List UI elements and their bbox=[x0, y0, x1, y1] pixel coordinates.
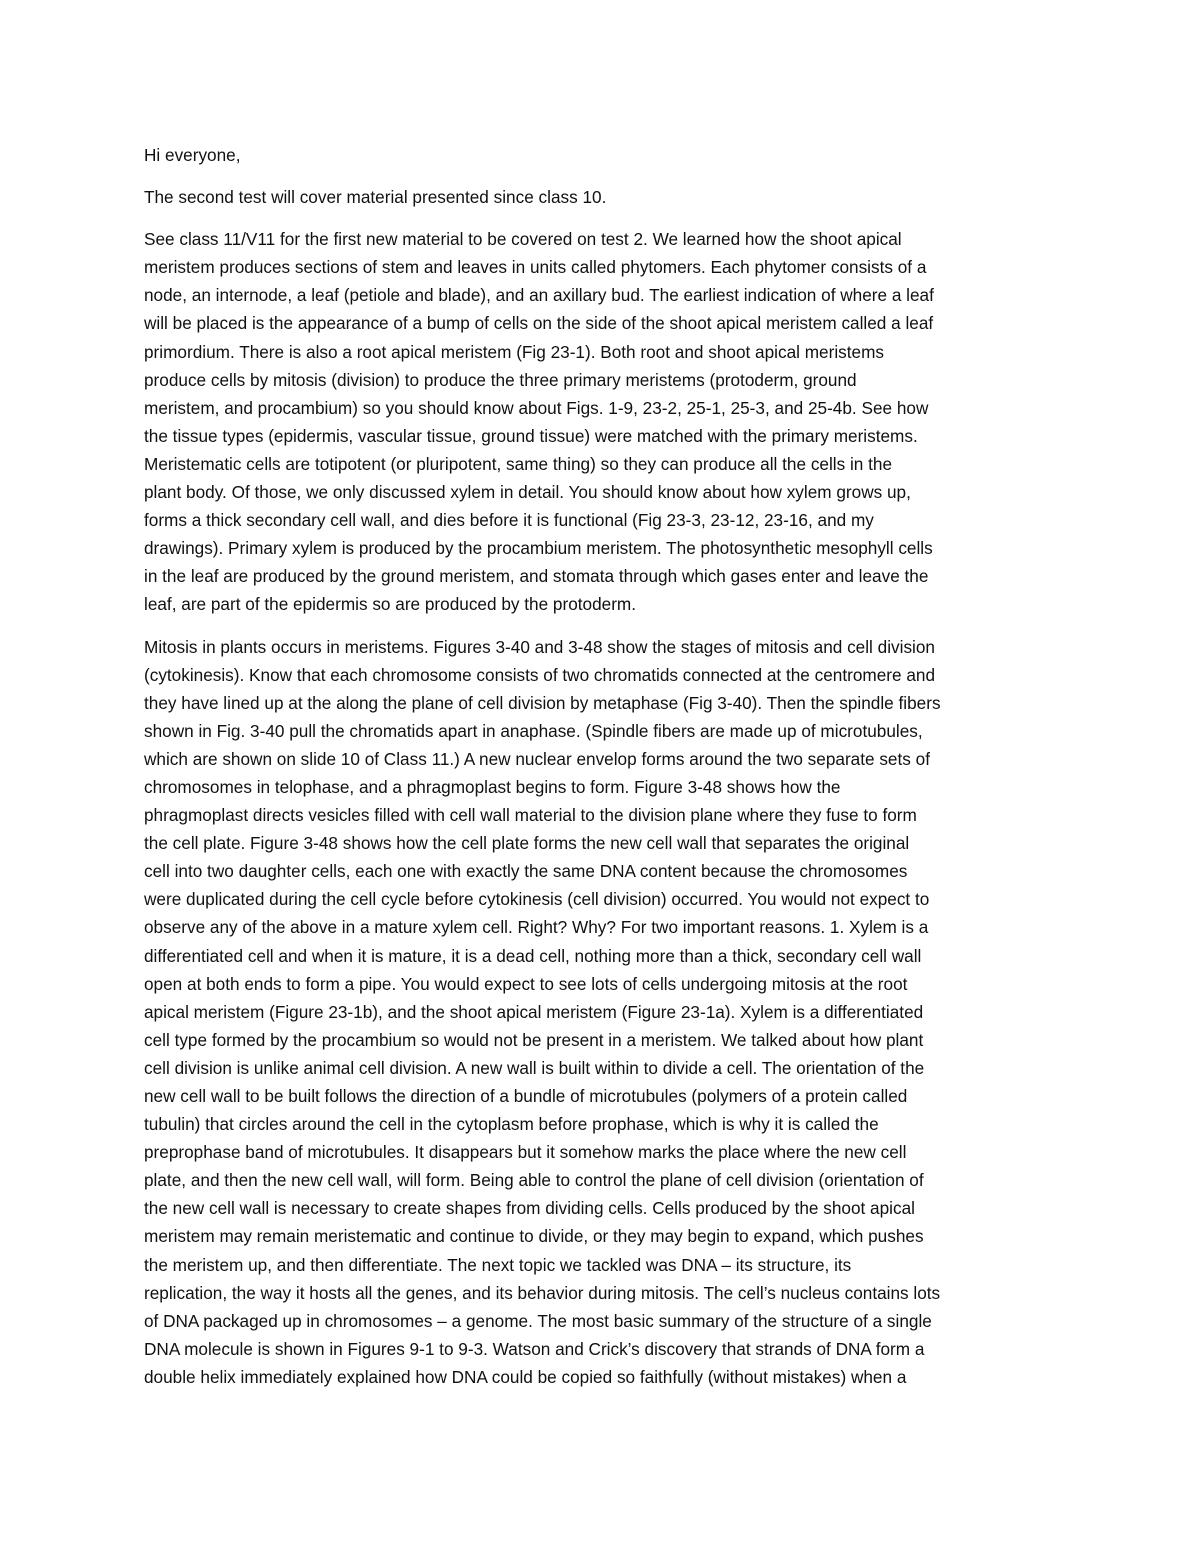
text-line: replication, the way it hosts all the genes, and its behavior during mitosis. The cell’s nucleus contains lots bbox=[144, 1282, 941, 1303]
text-line: drawings). Primary xylem is produced by the procambium meristem. The photosynthetic mesophyll cells bbox=[144, 538, 933, 559]
text-line: Mitosis in plants occurs in meristems. Figures 3-40 and 3-48 show the stages of mitosis and cell division bbox=[144, 636, 935, 657]
text-line: double helix immediately explained how DNA could be copied so faithfully (without mistakes) when a bbox=[144, 1366, 907, 1387]
text-line: the cell plate. Figure 3-48 shows how the cell plate forms the new cell wall that separates the original bbox=[144, 833, 910, 854]
text-line: Meristematic cells are totipotent (or pluripotent, same thing) so they can produce all the cells in the bbox=[144, 453, 893, 474]
text-line: primordium. There is also a root apical meristem (Fig 23-1). Both root and shoot apical meristems bbox=[144, 341, 884, 362]
text-line: the meristem up, and then differentiate. The next topic we tackled was DNA – its structure, its bbox=[144, 1254, 852, 1275]
text-line: The second test will cover material presented since class 10. bbox=[144, 187, 607, 208]
text-line: differentiated cell and when it is mature, it is a dead cell, nothing more than a thick, secondary cell wall bbox=[144, 945, 922, 966]
text-line: forms a thick secondary cell wall, and dies before it is functional (Fig 23-3, 23-12, 23-16, and my bbox=[144, 510, 874, 531]
text-line: the new cell wall is necessary to create shapes from dividing cells. Cells produced by the shoot apical bbox=[144, 1198, 915, 1219]
text-line: will be placed is the appearance of a bump of cells on the side of the shoot apical meristem called a leaf bbox=[144, 313, 934, 334]
text-line: observe any of the above in a mature xylem cell. Right? Why? For two important reasons. 1. Xylem is a bbox=[144, 917, 929, 938]
text-line: node, an internode, a leaf (petiole and blade), and an axillary bud. The earliest indication of where a leaf bbox=[144, 285, 934, 306]
text-line: produce cells by mitosis (division) to produce the three primary meristems (protoderm, ground bbox=[144, 369, 857, 390]
paragraph bbox=[144, 183, 1064, 211]
text-line: meristem produces sections of stem and leaves in units called phytomers. Each phytomer consists of a bbox=[144, 257, 927, 278]
text-line: in the leaf are produced by the ground meristem, and stomata through which gases enter and leave the bbox=[144, 566, 929, 587]
text-line: the tissue types (epidermis, vascular tissue, ground tissue) were matched with the primary meristems. bbox=[144, 425, 918, 446]
text-line: which are shown on slide 10 of Class 11.) A new nuclear envelop forms around the two separate sets of bbox=[144, 748, 930, 769]
text-line: DNA molecule is shown in Figures 9-1 to 9-3. Watson and Crick’s discovery that strands of DNA form a bbox=[144, 1338, 925, 1359]
text-line: leaf, are part of the epidermis so are produced by the protoderm. bbox=[144, 594, 637, 615]
text-line: phragmoplast directs vesicles filled with cell wall material to the division plane where they fuse to form bbox=[144, 805, 917, 826]
text-line: cell type formed by the procambium so would not be present in a meristem. We talked about how plant bbox=[144, 1029, 924, 1050]
text-line: they have lined up at the along the plane of cell division by metaphase (Fig 3-40). Then the spindle fibers bbox=[144, 692, 941, 713]
document-body bbox=[144, 141, 1064, 1405]
text-line: (cytokinesis). Know that each chromosome consists of two chromatids connected at the centromere and bbox=[144, 664, 936, 685]
text-line: See class 11/V11 for the first new material to be covered on test 2. We learned how the shoot apical bbox=[144, 229, 902, 250]
text-line: cell division is unlike animal cell division. A new wall is built within to divide a cell. The orientation of the bbox=[144, 1057, 925, 1078]
text-line: were duplicated during the cell cycle before cytokinesis (cell division) occurred. You would not expect to bbox=[144, 889, 930, 910]
text-line: plate, and then the new cell wall, will form. Being able to control the plane of cell division (orientation of bbox=[144, 1170, 924, 1191]
text-line: shown in Fig. 3-40 pull the chromatids apart in anaphase. (Spindle fibers are made up of microtubules, bbox=[144, 720, 923, 741]
text-line: preprophase band of microtubules. It disappears but it somehow marks the place where the new cell bbox=[144, 1142, 907, 1163]
paragraph bbox=[144, 225, 1064, 618]
paragraph bbox=[144, 633, 1064, 1392]
paragraph bbox=[144, 141, 1064, 169]
text-line: chromosomes in telophase, and a phragmoplast begins to form. Figure 3-48 shows how the bbox=[144, 776, 841, 797]
text-line: apical meristem (Figure 23-1b), and the shoot apical meristem (Figure 23-1a). Xylem is a differentiated bbox=[144, 1001, 924, 1022]
text-line: tubulin) that circles around the cell in the cytoplasm before prophase, which is why it is called the bbox=[144, 1114, 879, 1135]
text-line: cell into two daughter cells, each one with exactly the same DNA content because the chromosomes bbox=[144, 861, 908, 882]
text-line: Hi everyone, bbox=[144, 145, 241, 165]
text-line: meristem, and procambium) so you should know about Figs. 1-9, 23-2, 25-1, 25-3, and 25-4b. See how bbox=[144, 397, 929, 418]
text-line: meristem may remain meristematic and continue to divide, or they may begin to expand, which pushes bbox=[144, 1226, 924, 1247]
text-line: plant body. Of those, we only discussed xylem in detail. You should know about how xylem grows up, bbox=[144, 482, 911, 503]
text-line: of DNA packaged up in chromosomes – a genome. The most basic summary of the structure of a single bbox=[144, 1310, 932, 1331]
text-line: open at both ends to form a pipe. You would expect to see lots of cells undergoing mitosis at the root bbox=[144, 973, 908, 994]
text-line: new cell wall to be built follows the direction of a bundle of microtubules (polymers of a protein called bbox=[144, 1086, 908, 1106]
